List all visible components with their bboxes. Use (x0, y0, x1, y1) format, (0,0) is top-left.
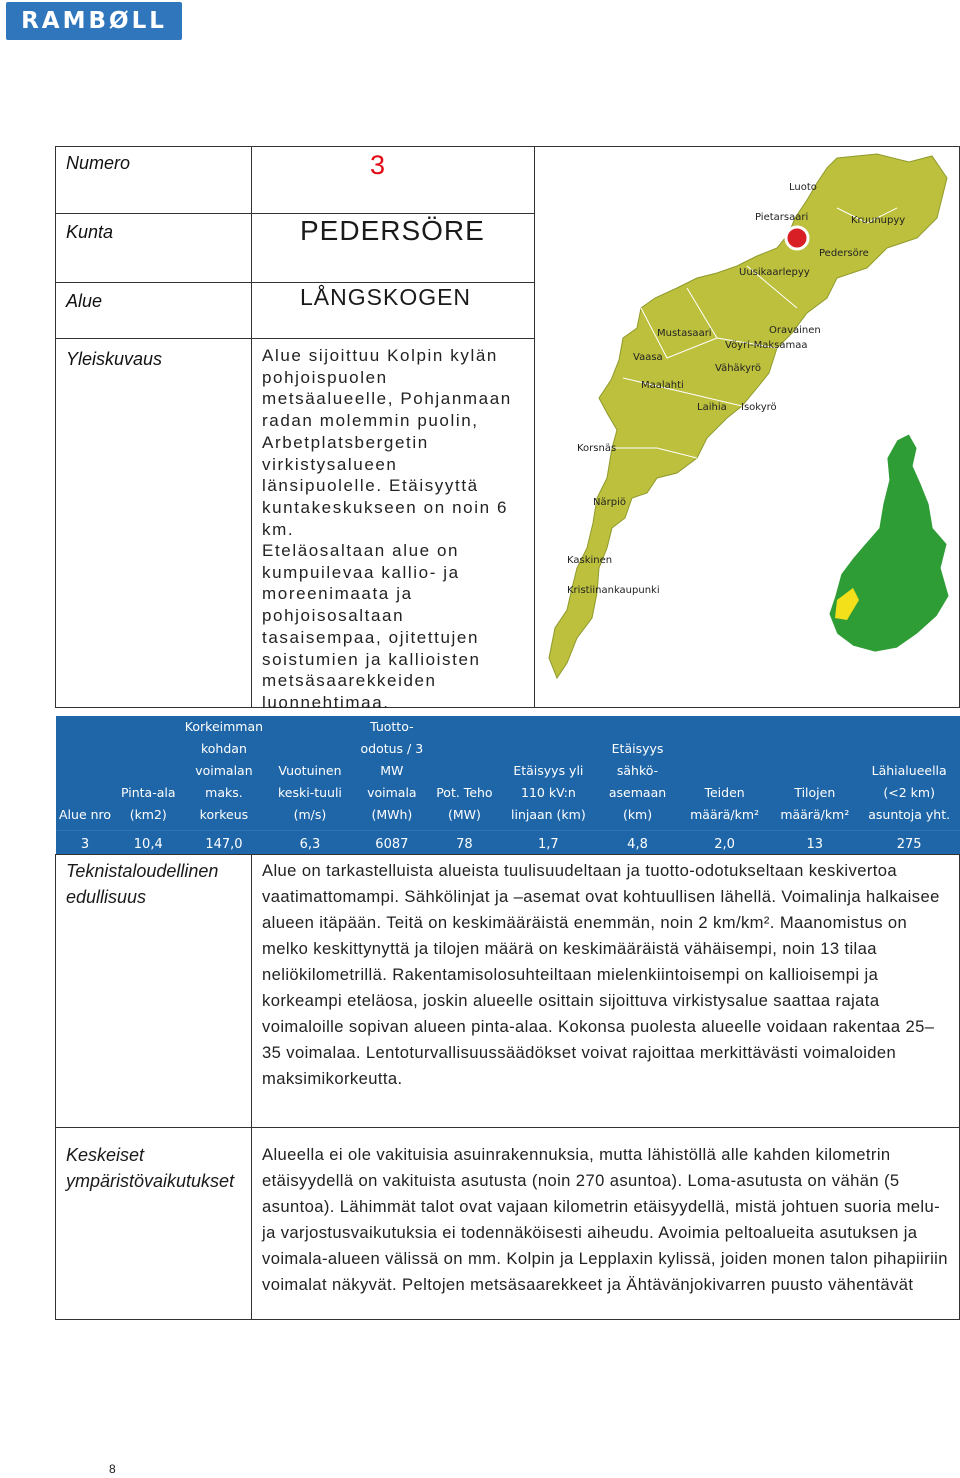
map-label-luoto: Luoto (789, 182, 817, 193)
cell-tuotto-odotus: 6087 (355, 831, 430, 858)
map-label-isokyro: Isokyrö (741, 402, 777, 413)
card-row-line-2 (55, 282, 535, 283)
map-label-narpio: Närpiö (593, 497, 626, 508)
col-header-alue-nro: Alue nro (59, 807, 112, 822)
cell-keskituuli: 6,3 (265, 831, 354, 858)
col-header-etaisyys-asema: Etäisyys sähkö-asemaan (km) (608, 741, 667, 822)
cell-maks-korkeus: 147,0 (182, 831, 265, 858)
ymparisto-label: Keskeiset ympäristövaikutukset (66, 1145, 235, 1191)
col-header-teiden-maara: Teiden määrä/km² (690, 785, 760, 822)
location-marker (786, 227, 808, 249)
card-row-line-1 (55, 213, 535, 214)
map-label-kaskinen: Kaskinen (567, 555, 613, 566)
col-header-maks-korkeus: Korkeimman kohdan voimalan maks. korkeus (184, 719, 264, 822)
location-map (537, 148, 958, 701)
area-data-grid (56, 716, 960, 857)
map-label-vaasa: Vaasa (633, 352, 663, 363)
map-label-vahakyro: Vähäkyrö (715, 363, 762, 374)
map-label-oravainen: Oravainen (769, 325, 821, 336)
cell-alue-nro: 3 (56, 831, 114, 858)
col-header-tilojen-maara: Tilojen määrä/km² (780, 785, 850, 822)
col-header-pinta-ala: Pinta-ala (km2) (120, 785, 176, 822)
ymparisto-text: Alueella ei ole vakituisia asuinrakennuksia, mutta lähistöllä alle kahden kilometrin etäisyydellä on vakituista asutusta (noin 270 asuntoa). Loma-asutusta on vähän (5 asuntoa). Lähimmät talot ovat vajaan kilometrin etäisyydellä, mistä johtuen suoria melu- ja varjostusvaikutuksia ei todennäköisesti aiheudu. Avoimia peltoalueita asutuksen ja voimala-alueen välissä on mm. Kolpin ja Lepplaxin kylissä, joiden monen talon pihapiiriin voimalat näkyvät. Peltojen metsäsaarekkeet ja Ähtävänjokivarren puusto vähentävät (262, 1145, 948, 1294)
ramboll-logo (6, 2, 182, 40)
alue-label: Alue (66, 291, 103, 311)
card-row-line-3 (55, 338, 535, 339)
map-label-korsnas: Korsnäs (577, 443, 617, 454)
card-divider-map (534, 146, 535, 708)
map-label-uusikaarlepyy: Uusikaarlepyy (739, 267, 810, 278)
map-label-kristiinankaupunki: Kristiinankaupunki (567, 585, 660, 596)
alue-value: LÅNGSKOGEN (300, 284, 472, 310)
numero-label: Numero (66, 153, 131, 173)
cell-pinta-ala: 10,4 (114, 831, 182, 858)
kunta-value: PEDERSÖRE (300, 215, 485, 246)
col-header-pot-teho: Pot. Teho (MW) (436, 785, 493, 822)
yleiskuvaus-paragraph-1: Alue sijoittuu Kolpin kylän pohjoispuolen metsäalueelle, Pohjanmaan radan molemmin puolin, Arbetplatsbergetin virkistysalueen länsipuolelle. Etäisyyttä kuntakeskukseen on noin 6 km. (262, 346, 512, 539)
cell-pot-teho: 78 (429, 831, 499, 858)
cell-teiden-maara: 2,0 (678, 831, 771, 858)
finland-inset (829, 434, 949, 652)
map-label-pietarsaari: Pietarsaari (755, 212, 809, 223)
area-data-table (56, 716, 960, 854)
tekninen-label: Teknistaloudellinen edullisuus (66, 861, 219, 907)
map-label-kruunupyy: Kruunupyy (851, 215, 906, 226)
yleiskuvaus-paragraph-2: Eteläosaltaan alue on kumpuilevaa kallio- ja moreenimaata ja pohjoisosaltaan tasaisempaa, ojitettujen soistumien ja kallioisten metsäsaarekkeiden luonnehtimaa. (262, 541, 481, 712)
col-header-keskituuli: Vuotuinen keski-tuuli (m/s) (278, 763, 342, 822)
col-header-lahialue-asunnot: Lähialueella (<2 km) asuntoja yht. (868, 763, 951, 822)
yleiskuvaus-label: Yleiskuvaus (66, 349, 163, 369)
map-label-laihia: Laihia (697, 402, 727, 413)
map-label-maalahti: Maalahti (641, 380, 684, 391)
cell-etaisyys-linja: 1,7 (500, 831, 597, 858)
map-label-mustasaari: Mustasaari (657, 328, 712, 339)
map-label-voyri-maksamaa: Vöyri-Maksamaa (725, 340, 808, 351)
card-divider-left (251, 146, 252, 708)
logo-text: RAMBØLL (21, 8, 167, 34)
cell-tilojen-maara: 13 (771, 831, 858, 858)
table-header-row (56, 716, 960, 831)
tekninen-text: Alue on tarkastelluista alueista tuulisuudeltaan ja tuotto-odotukseltaan keskivertoa vaatimattomampi. Sähkölinjat ja –asemat ovat kohtuullisen lähellä. Voimalinja halkaisee alueen itäpään. Teitä on keskimääräistä enemmän, noin 2 km/km². Maanomistus on melko keskittynyttä ja tilojen määrä on keskimääräistä vähäisempi, noin 13 tilaa neliökilometrillä. Rakentamisolosuhteiltaan mielenkiintoisempi on kallioisempi ja korkeampi eteläosa, joskin alueelle osittain sijoittuva virkistysalue saattaa rajata voimaloille sopivan alueen pinta-alaa. Kokonsa puolesta alueelle voidaan rakentaa 25–35 voimalaa. Lentoturvallisuussäädökset voivat rajoittaa merkittävästi voimaloiden maksimikorkeutta. (262, 861, 940, 1088)
assessment-divider (251, 854, 252, 1320)
map-label-pedersore: Pedersöre (819, 248, 869, 259)
cell-etaisyys-asema: 4,8 (597, 831, 678, 858)
cell-lahialue-asunnot: 275 (858, 831, 960, 858)
numero-value: 3 (370, 150, 386, 180)
assessment-row-line (55, 1127, 960, 1128)
page-number: 8 (109, 1462, 116, 1476)
col-header-tuotto-odotus: Tuotto-odotus / 3 MW voimala (MWh) (360, 719, 424, 822)
kunta-label: Kunta (66, 222, 114, 242)
col-header-etaisyys-linja: Etäisyys yli 110 kV:n linjaan (km) (511, 763, 586, 822)
